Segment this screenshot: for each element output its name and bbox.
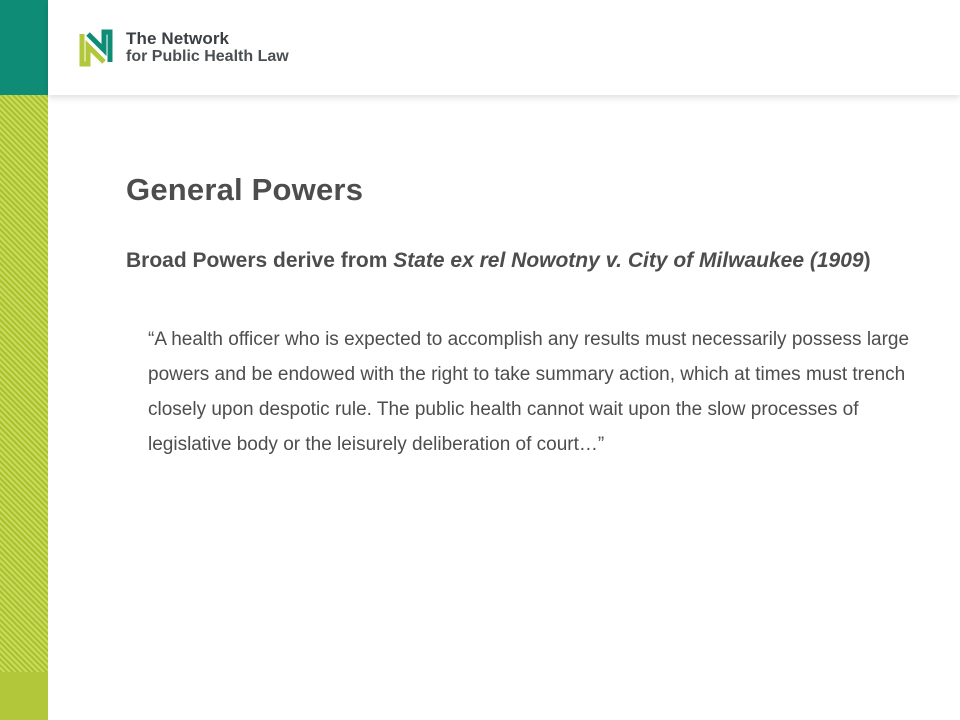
- slide-title: General Powers: [126, 172, 364, 207]
- organization-name-line1: The Network: [126, 29, 230, 48]
- left-bar-green-block: [0, 672, 48, 720]
- court-quote: “A health officer who is expected to accomplish any results must necessarily possess large powers and be endowed with the right to take summary action, which at times must trench closely upon despotic rule. The public health cannot wait upon the slow processes of legislative body or the leisurely deliberation of court…”: [148, 329, 910, 455]
- subheading-prefix: Broad Powers derive from: [126, 249, 394, 272]
- subheading: [126, 245, 886, 276]
- left-bar-striped-pattern: [0, 95, 48, 672]
- subheading-suffix: ): [863, 249, 871, 272]
- left-bar-teal-block: [0, 0, 48, 95]
- network-logo-icon: [78, 28, 114, 68]
- organization-name: [126, 30, 289, 66]
- header: [48, 0, 960, 95]
- organization-name-line2: for Public Health Law: [126, 48, 289, 65]
- case-citation: State ex rel Nowotny v. City of Milwaukee (1909: [393, 249, 864, 272]
